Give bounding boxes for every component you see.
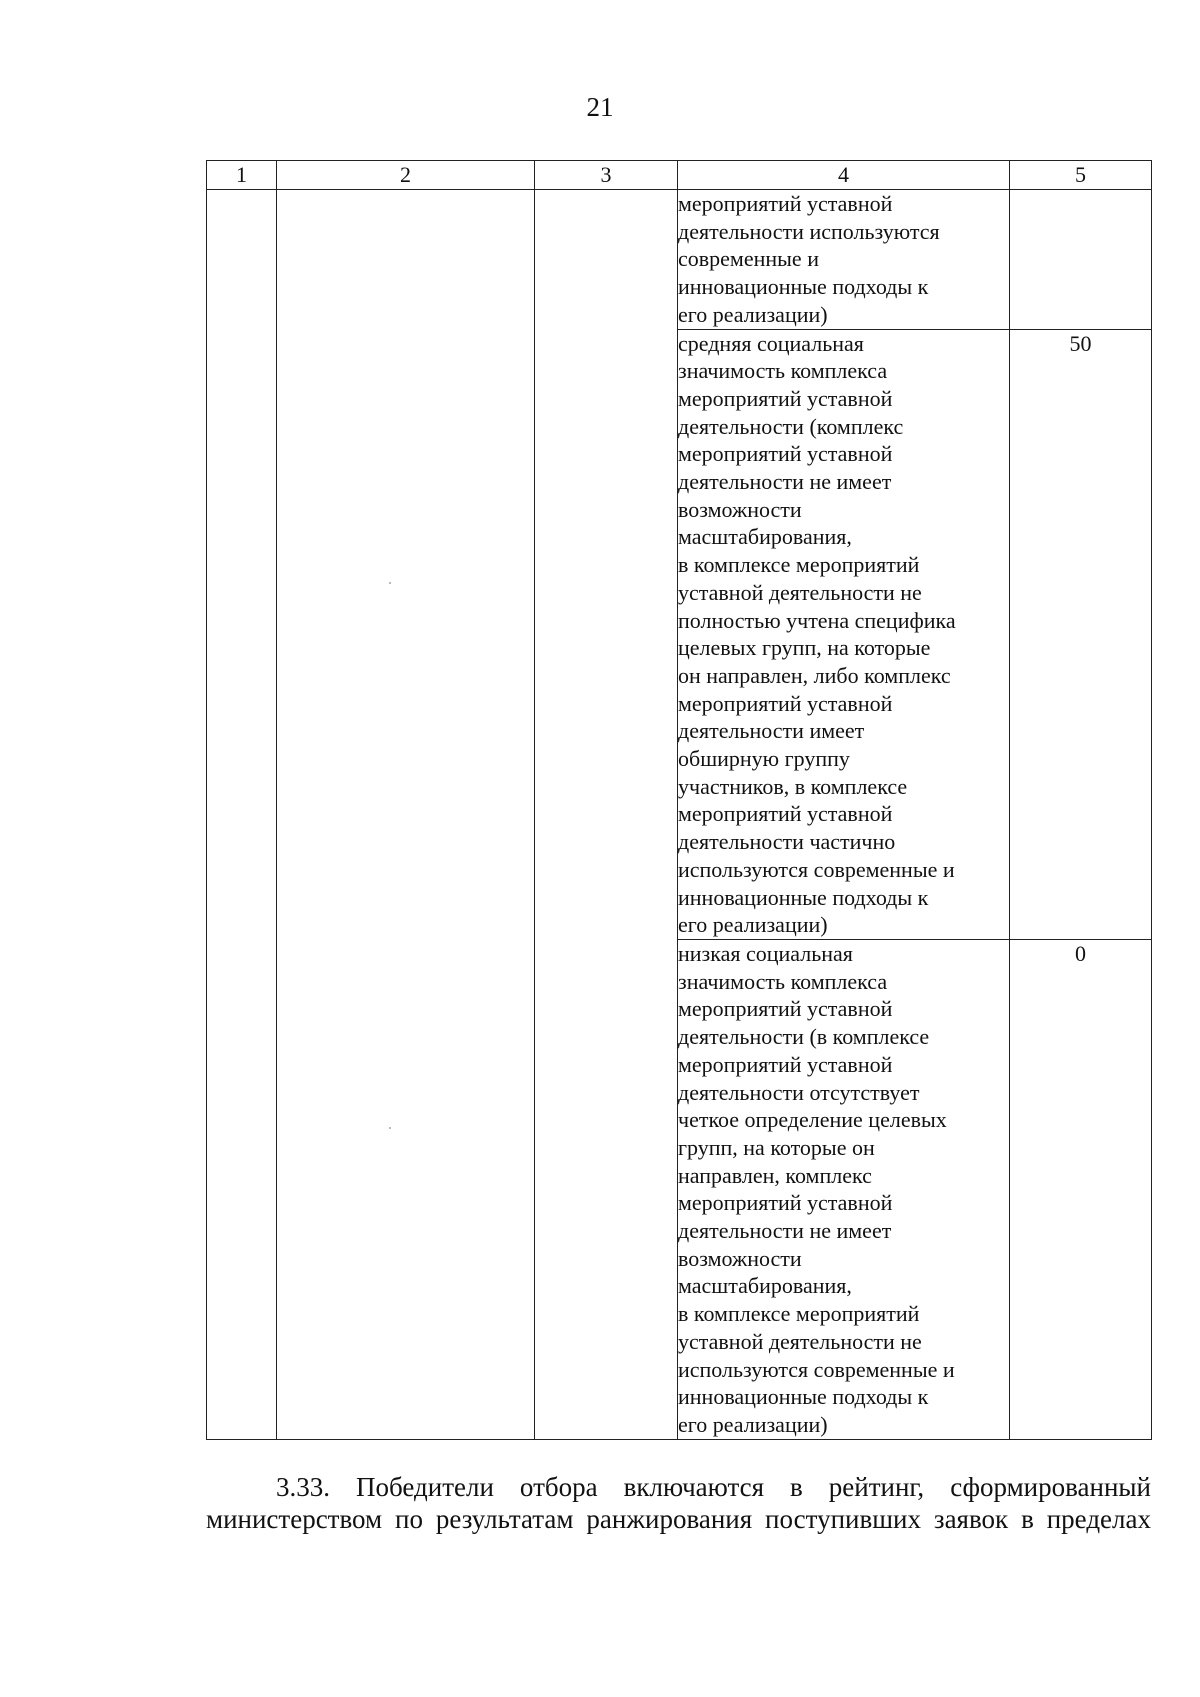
criterion-line: деятельности имеет: [678, 718, 865, 744]
criterion-line: участников, в комплексе: [678, 773, 908, 799]
cell-col-2: [277, 190, 535, 1440]
paragraph-line: 3.33. Победители отбора включаются в рейтинг, сформированный: [276, 1472, 1151, 1502]
criterion-line: его реализации): [678, 912, 828, 938]
criterion-line: уставной деятельности не: [678, 1328, 922, 1354]
body-paragraph: [206, 1471, 1151, 1535]
criterion-cell: [678, 939, 1010, 1439]
column-header-2: 2: [277, 161, 535, 190]
column-header-4: 4: [678, 161, 1010, 190]
table-header-row: [207, 161, 1152, 190]
criterion-line: в комплексе мероприятий: [678, 1301, 920, 1327]
criterion-line: мероприятий уставной: [678, 191, 893, 216]
criterion-line: низкая социальная: [678, 940, 853, 966]
criterion-line: четкое определение целевых: [678, 1107, 947, 1133]
criterion-line: направлен, комплекс: [678, 1162, 872, 1188]
criterion-line: мероприятий уставной: [678, 1051, 893, 1077]
column-header-3: 3: [535, 161, 678, 190]
criterion-line: используются современные и: [678, 856, 955, 882]
criteria-table: [206, 160, 1152, 1440]
criterion-line: уставной деятельности не: [678, 579, 922, 605]
criterion-line: мероприятий уставной: [678, 1190, 893, 1216]
criterion-line: средняя социальная: [678, 330, 864, 356]
table-row: [207, 190, 1152, 330]
criterion-line: деятельности не имеет: [678, 1218, 892, 1244]
paragraph-line: министерством по результатам ранжирования поступивших заявок в пределах: [206, 1504, 1151, 1534]
criterion-line: групп, на которые он: [678, 1134, 875, 1160]
criterion-line: возможности: [678, 496, 802, 522]
criterion-cell: [678, 190, 1010, 330]
criterion-line: масштабирования,: [678, 1273, 852, 1299]
criterion-line: его реализации): [678, 1411, 828, 1437]
criterion-line: мероприятий уставной: [678, 996, 893, 1022]
criterion-line: полностью учтена специфика: [678, 607, 956, 633]
criterion-line: значимость комплекса: [678, 968, 888, 994]
criterion-line: его реализации): [678, 301, 828, 327]
criterion-line: инновационные подходы к: [678, 1384, 929, 1410]
criterion-line: деятельности не имеет: [678, 469, 892, 495]
criterion-line: масштабирования,: [678, 524, 852, 550]
criterion-cell: [678, 329, 1010, 939]
criterion-line: деятельности используются: [678, 218, 940, 244]
cell-col-3: [535, 190, 678, 1440]
criterion-line: деятельности (комплекс: [678, 413, 904, 439]
column-header-5: 5: [1010, 161, 1152, 190]
cell-col-1: [207, 190, 277, 1440]
criterion-line: обширную группу: [678, 746, 850, 772]
criterion-line: возможности: [678, 1245, 802, 1271]
score-cell: 0: [1010, 939, 1152, 1439]
criterion-line: инновационные подходы к: [678, 274, 929, 300]
criterion-line: деятельности (в комплексе: [678, 1024, 930, 1050]
criterion-line: деятельности частично: [678, 829, 896, 855]
criterion-line: мероприятий уставной: [678, 385, 893, 411]
score-cell: 50: [1010, 329, 1152, 939]
criterion-line: целевых групп, на которые: [678, 635, 931, 661]
criterion-line: мероприятий уставной: [678, 690, 893, 716]
criterion-line: мероприятий уставной: [678, 801, 893, 827]
criterion-line: инновационные подходы к: [678, 884, 929, 910]
criterion-line: значимость комплекса: [678, 358, 888, 384]
scan-speck: [389, 1127, 391, 1129]
scan-speck: [389, 582, 391, 584]
criterion-line: мероприятий уставной: [678, 441, 893, 467]
column-header-1: 1: [207, 161, 277, 190]
page-number: 21: [586, 92, 614, 122]
criterion-line: деятельности отсутствует: [678, 1079, 920, 1105]
criterion-line: в комплексе мероприятий: [678, 552, 920, 578]
criterion-line: используются современные и: [678, 1356, 955, 1382]
criterion-line: он направлен, либо комплекс: [678, 662, 951, 688]
criterion-line: современные и: [678, 246, 819, 272]
score-cell: [1010, 190, 1152, 330]
